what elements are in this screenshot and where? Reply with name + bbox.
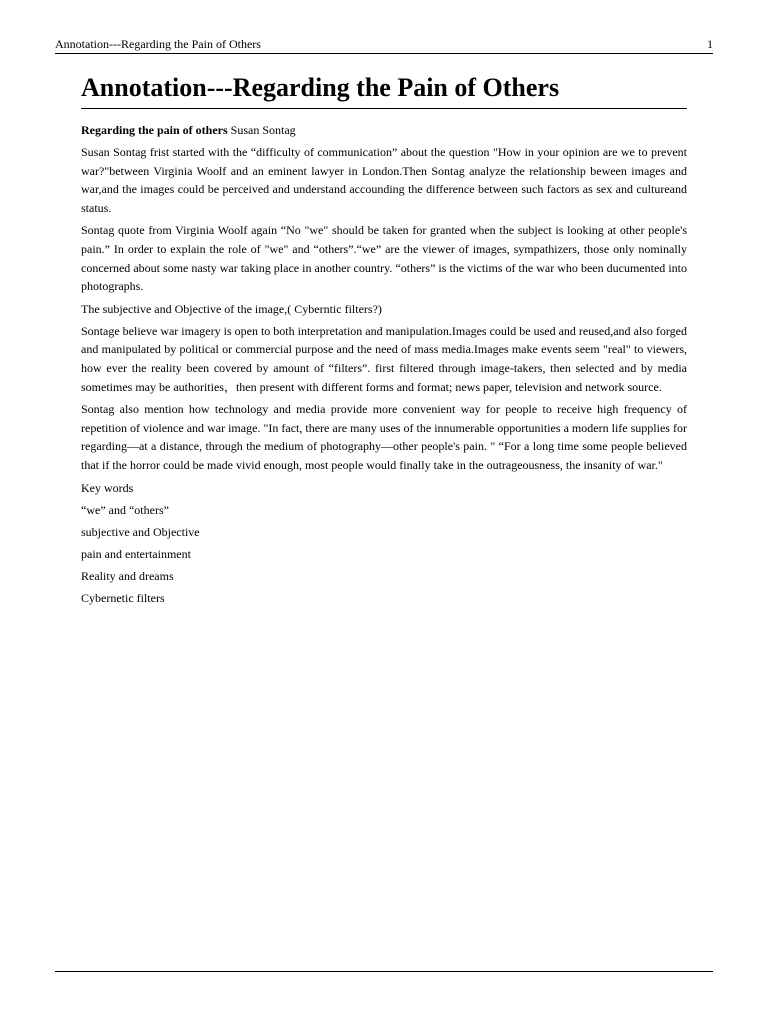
paragraph-technology: Sontag also mention how technology and media provide more convenient way for people to receive high frequency of repetition of violence and war image. "In fact, there are many uses of the innumerable opportunities a modern life supplies for regarding—at a distance, through the medium of photography—other people's pain. " “For a long time some people believed that if the horror could be made vivid enough, most people would finally take in the outrageousness, the insanity of war." — [81, 402, 687, 472]
keyword-item: Reality and dreams — [81, 568, 174, 583]
byline — [81, 121, 687, 139]
running-header — [55, 37, 713, 54]
running-title: Annotation---Regarding the Pain of Others — [55, 37, 261, 51]
paragraph-intro: Susan Sontag frist started with the “difficulty of communication” about the question "How in your opinion are we to prevent war?"between Virginia Woolf and an eminent lawyer in London.Then Sontag analyze the relationship beween images and war,and the images could be perceived and understand accounding the difference between such factors as sex and cultureand status. — [81, 145, 687, 215]
paragraph-subheading: The subjective and Objective of the image,( Cyberntic filters?) — [81, 301, 382, 316]
keyword-item: pain and entertainment — [81, 546, 191, 561]
keyword-item: “we” and “others” — [81, 502, 169, 517]
paragraph-we-others: Sontag quote from Virginia Woolf again “No "we" should be taken for granted when the subject is looking at other people's pain.” In order to explain the role of "we" and “others”.“we” are the viewer of images, sympathizers, those only nominally concerned about some nasty war taking place in another country. “others” is the victims of the war who been ducumented into photographs. — [81, 223, 687, 294]
byline-author: Susan Sontag — [227, 123, 296, 137]
paragraph-manipulation: Sontage believe war imagery is open to both interpretation and manipulation.Images could be used and reused,and also forged and manipulated by political or commercial purpose and the need of mass media.Images make events seem "real" to viewers, how ever the reality been covered by amount of “filters”. first filtered through image-takers, then selected and by media sometimes may be authorities，then present with different forms and format; news paper, television and network source. — [81, 323, 687, 394]
document-title: Annotation---Regarding the Pain of Others — [81, 70, 687, 109]
keyword-item: Cybernetic filters — [81, 590, 165, 605]
keyword-item: subjective and Objective — [81, 524, 200, 539]
document-body — [81, 70, 687, 607]
page-number: 1 — [707, 37, 713, 51]
keywords-label: Key words — [81, 480, 134, 495]
byline-work-title: Regarding the pain of others — [81, 123, 228, 137]
footer-divider — [55, 971, 713, 972]
